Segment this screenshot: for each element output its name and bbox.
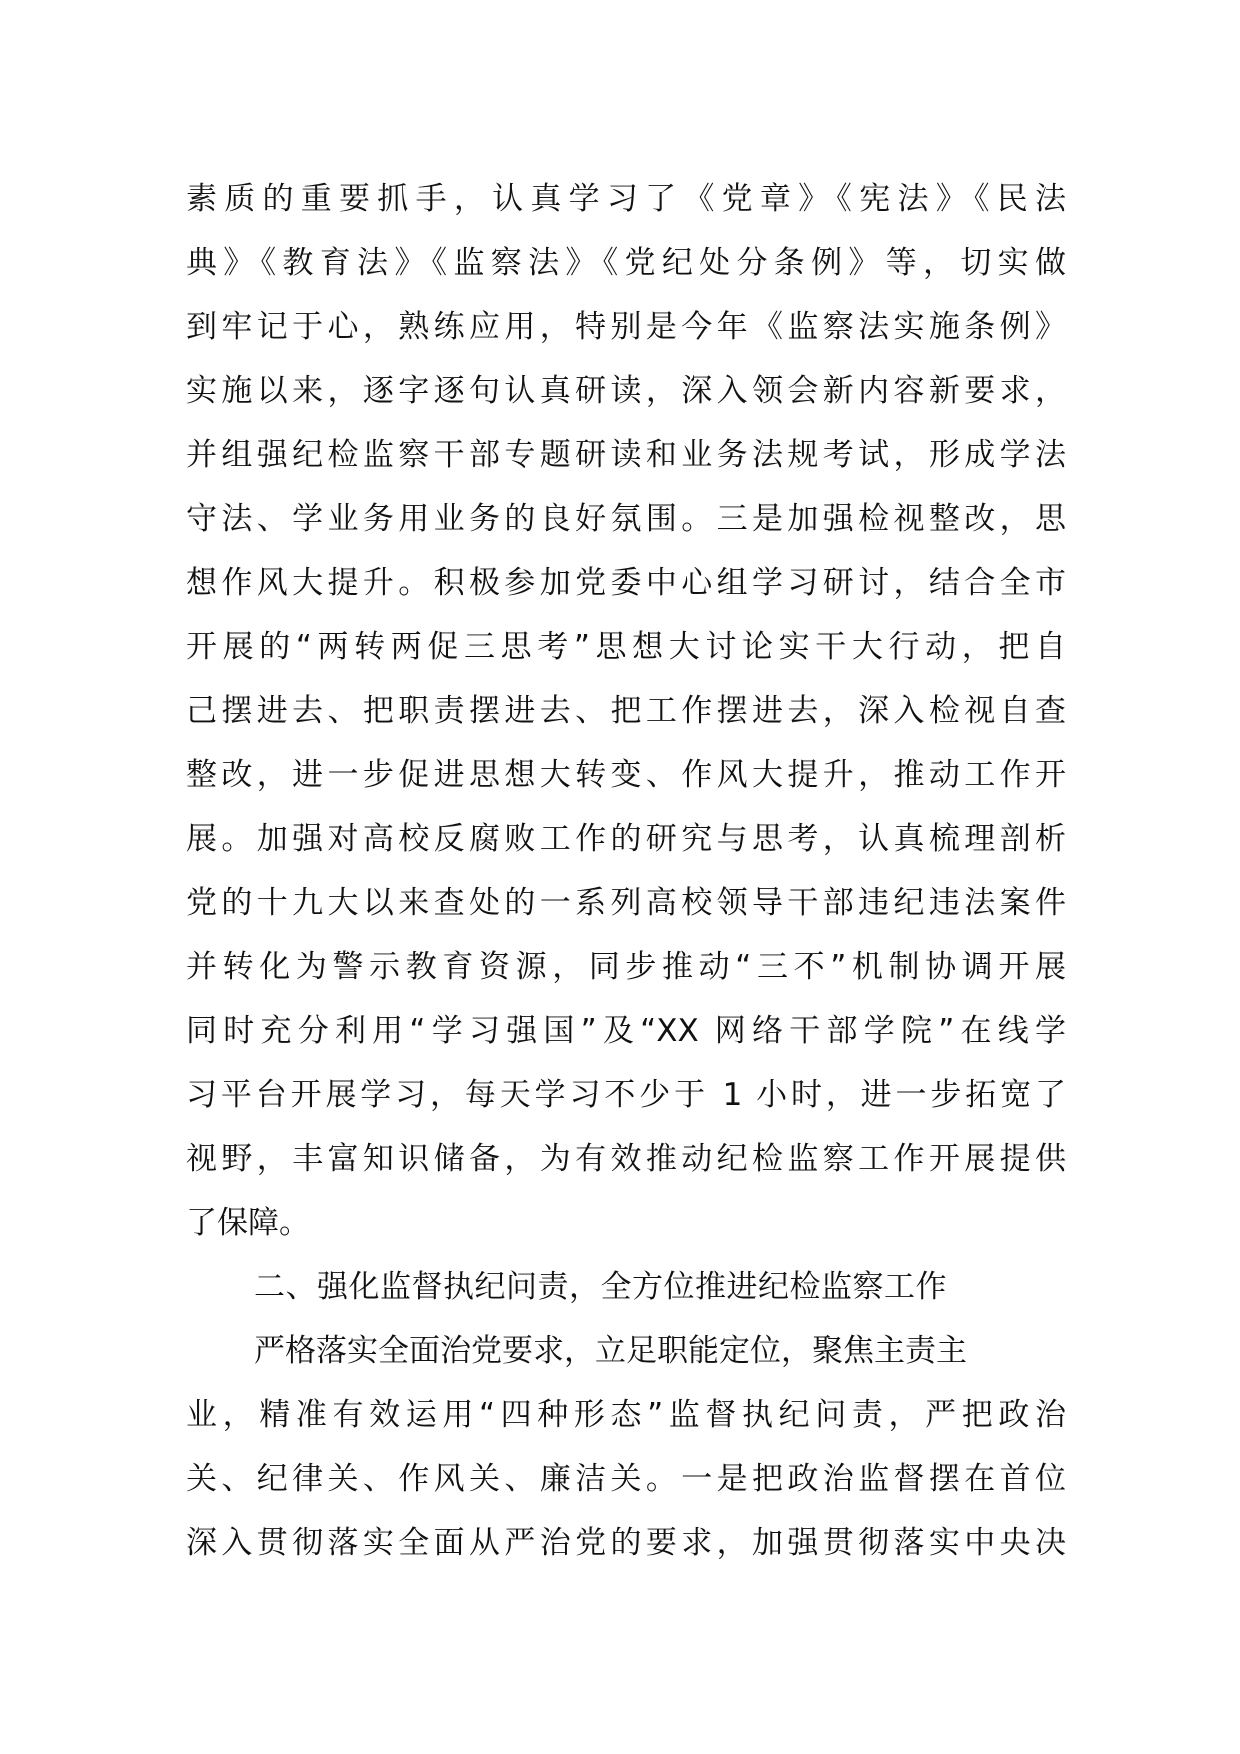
- paragraph-line: 展。加强对高校反腐败工作的研究与思考，认真梳理剖析: [186, 821, 1066, 857]
- document-body: [186, 167, 1066, 1575]
- paragraph-line: 开展的“两转两促三思考”思想大讨论实干大行动，把自: [186, 629, 1066, 665]
- paragraph-line: 整改，进一步促进思想大转变、作风大提升，推动工作开: [186, 757, 1066, 793]
- section-heading: 二、强化监督执纪问责，全方位推进纪检监察工作: [254, 1269, 947, 1305]
- paragraph-line: 守法、学业务用业务的良好氛围。三是加强检视整改，思: [186, 501, 1066, 537]
- paragraph-line: 视野，丰富知识储备，为有效推动纪检监察工作开展提供: [186, 1141, 1066, 1177]
- paragraph-line: 并组强纪检监察干部专题研读和业务法规考试，形成学法: [186, 437, 1066, 473]
- paragraph-line: 想作风大提升。积极参加党委中心组学习研讨，结合全市: [186, 565, 1066, 601]
- paragraph-line: 典》《教育法》《监察法》《党纪处分条例》等，切实做: [186, 245, 1066, 281]
- paragraph-line: 素质的重要抓手，认真学习了《党章》《宪法》《民法: [186, 181, 1066, 217]
- paragraph-line: 实施以来，逐字逐句认真研读，深入领会新内容新要求，: [186, 373, 1066, 409]
- paragraph-line: 习平台开展学习，每天学习不少于 1 小时，进一步拓宽了: [186, 1077, 1066, 1113]
- paragraph-line: 并转化为警示教育资源，同步推动“三不”机制协调开展: [186, 949, 1066, 985]
- section-paragraph-line: 关、纪律关、作风关、廉洁关。一是把政治监督摆在首位: [186, 1461, 1066, 1497]
- paragraph-line: 同时充分利用“学习强国”及“XX 网络干部学院”在线学: [186, 1013, 1066, 1049]
- paragraph-line-last: 了保障。: [186, 1205, 310, 1241]
- section-paragraph-line: 严格落实全面治党要求，立足职能定位，聚焦主责主: [254, 1333, 967, 1369]
- paragraph-line: 党的十九大以来查处的一系列高校领导干部违纪违法案件: [186, 885, 1066, 921]
- section-paragraph-line: 深入贯彻落实全面从严治党的要求，加强贯彻落实中央决: [186, 1525, 1066, 1561]
- section-paragraph-line: 业，精准有效运用“四种形态”监督执纪问责，严把政治: [186, 1397, 1066, 1433]
- paragraph-line: 到牢记于心，熟练应用，特别是今年《监察法实施条例》: [186, 309, 1066, 345]
- paragraph-line: 己摆进去、把职责摆进去、把工作摆进去，深入检视自查: [186, 693, 1066, 729]
